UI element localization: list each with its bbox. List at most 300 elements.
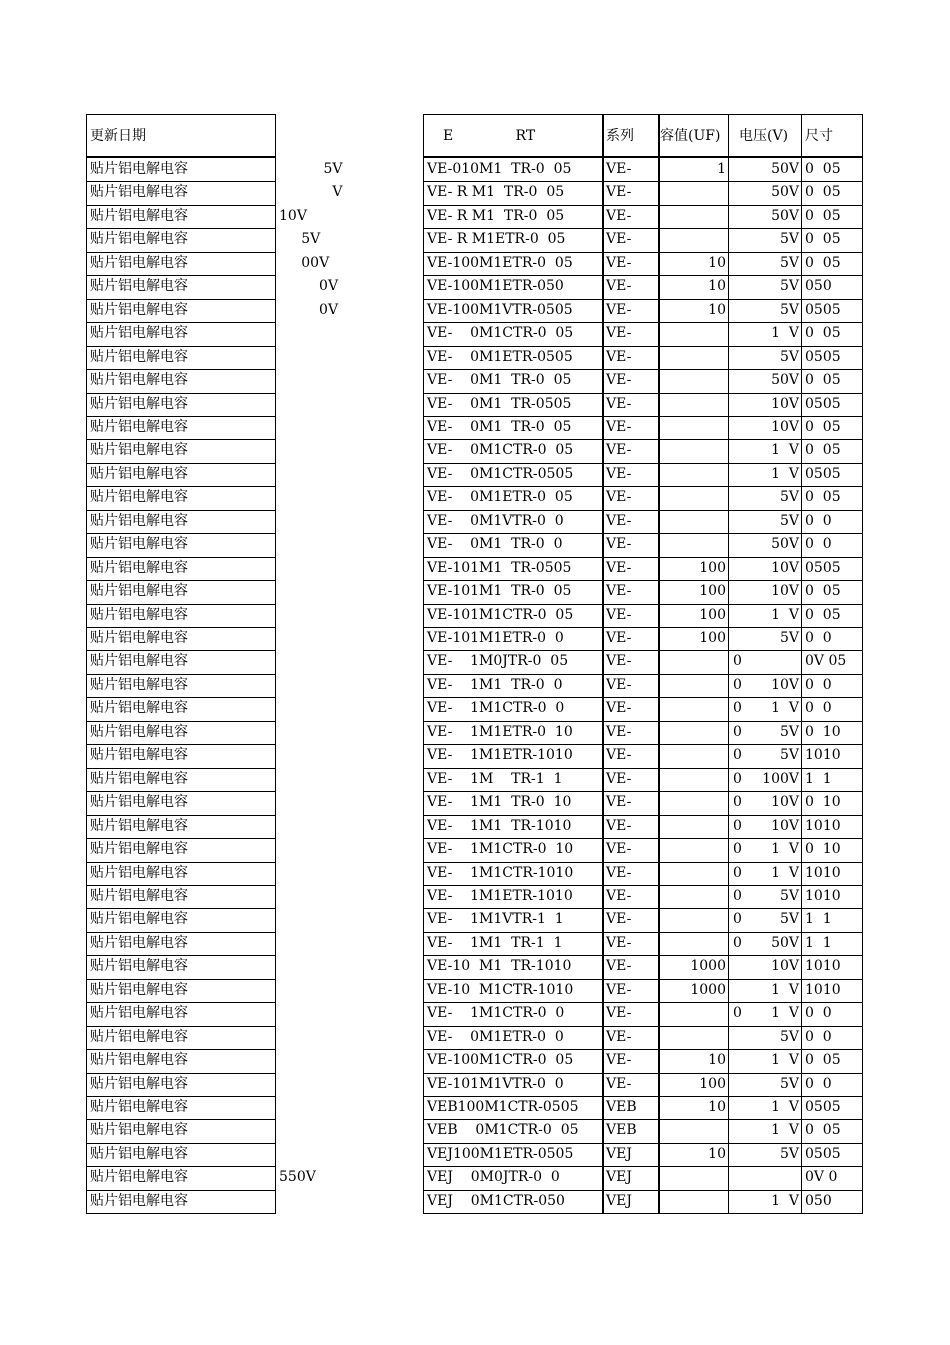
grid-line bbox=[86, 1190, 276, 1191]
note-cell bbox=[276, 580, 422, 603]
size-cell: 1 1 bbox=[805, 770, 832, 787]
name-cell: 贴片铝电解电容 bbox=[90, 653, 188, 670]
voltage-cell bbox=[729, 1166, 802, 1189]
grid-line bbox=[86, 439, 276, 440]
series-cell: VEJ bbox=[606, 1145, 632, 1162]
capacitance-cell: 10 bbox=[708, 1052, 726, 1069]
series-cell: VEJ bbox=[606, 1169, 632, 1186]
header-voltage: 电压(V) bbox=[739, 128, 789, 144]
part-number-cell: VE-10 M1CTR-1010 bbox=[427, 981, 574, 998]
part-number-cell: VE- 1M1 TR-1010 bbox=[427, 817, 572, 834]
name-cell: 贴片铝电解电容 bbox=[90, 348, 188, 365]
part-number-cell: VE- 1M1 TR-0 0 bbox=[427, 676, 563, 693]
note-cell bbox=[276, 627, 422, 650]
voltage-cell: 10V bbox=[771, 559, 799, 576]
grid-line bbox=[86, 791, 276, 792]
part-number-cell: VE- 1M1VTR-1 1 bbox=[427, 911, 564, 928]
voltage-cell: 5V bbox=[779, 512, 799, 529]
capacitance-cell bbox=[659, 346, 729, 369]
size-cell: 1010 bbox=[805, 747, 841, 764]
capacitance-cell: 10 bbox=[708, 301, 726, 318]
capacitance-cell: 0 bbox=[733, 700, 742, 717]
voltage-cell: 1 V bbox=[771, 1192, 799, 1209]
size-cell: 0 05 bbox=[805, 489, 841, 506]
name-cell: 贴片铝电解电容 bbox=[90, 606, 188, 623]
grid-line bbox=[423, 650, 863, 651]
size-cell: 0 0 bbox=[805, 536, 832, 553]
voltage-cell: 5V bbox=[779, 1145, 799, 1162]
series-cell: VE- bbox=[606, 465, 632, 482]
voltage-cell: 50V bbox=[771, 934, 799, 951]
part-number-cell: VE- 0M1 TR-0 05 bbox=[427, 372, 572, 389]
grid-line bbox=[86, 1073, 276, 1074]
grid-line bbox=[423, 299, 863, 300]
series-cell: VE- bbox=[606, 653, 632, 670]
size-cell: 0 05 bbox=[805, 1052, 841, 1069]
name-cell: 贴片铝电解电容 bbox=[90, 841, 188, 858]
capacitance-cell: 0 bbox=[733, 723, 742, 740]
name-cell: 贴片铝电解电容 bbox=[90, 418, 188, 435]
voltage-cell: 1 V bbox=[771, 1052, 799, 1069]
grid-line bbox=[86, 768, 276, 769]
name-cell: 贴片铝电解电容 bbox=[90, 1122, 188, 1139]
note-cell: 00V bbox=[279, 254, 330, 271]
grid-line bbox=[86, 627, 276, 628]
voltage-cell: 10V bbox=[771, 817, 799, 834]
capacitance-cell bbox=[659, 393, 729, 416]
note-cell bbox=[276, 674, 422, 697]
series-cell: VE- bbox=[606, 536, 632, 553]
voltage-cell: 10V bbox=[771, 794, 799, 811]
part-number-cell: VEJ100M1ETR-0505 bbox=[427, 1145, 574, 1162]
name-cell: 贴片铝电解电容 bbox=[90, 770, 188, 787]
series-cell: VE- bbox=[606, 254, 632, 271]
series-cell: VE- bbox=[606, 301, 632, 318]
name-cell: 贴片铝电解电容 bbox=[90, 372, 188, 389]
grid-line bbox=[423, 955, 863, 956]
name-cell: 贴片铝电解电容 bbox=[90, 161, 188, 177]
name-cell: 贴片铝电解电容 bbox=[90, 1052, 188, 1069]
series-cell: VE- bbox=[606, 559, 632, 576]
grid-line bbox=[86, 393, 276, 394]
note-cell: V bbox=[279, 184, 343, 201]
grid-line bbox=[423, 114, 424, 1213]
capacitance-cell: 0 bbox=[733, 841, 742, 858]
voltage-cell: 1 V bbox=[771, 841, 799, 858]
name-cell: 贴片铝电解电容 bbox=[90, 184, 188, 201]
grid-line bbox=[862, 114, 863, 1213]
note-cell bbox=[276, 1143, 422, 1166]
note-cell bbox=[276, 510, 422, 533]
size-cell: 1010 bbox=[805, 864, 841, 881]
voltage-cell: 1 V bbox=[771, 700, 799, 717]
part-number-cell: VE- 1M1 TR-0 10 bbox=[427, 794, 572, 811]
size-cell: 0505 bbox=[805, 559, 841, 576]
voltage-cell: 100V bbox=[762, 770, 799, 787]
voltage-cell: 50V bbox=[771, 184, 799, 201]
grid-line bbox=[423, 1166, 863, 1167]
grid-line bbox=[86, 674, 276, 675]
voltage-cell: 1 V bbox=[771, 325, 799, 342]
capacitance-cell: 0 bbox=[733, 676, 742, 693]
size-cell: 0 05 bbox=[805, 442, 841, 459]
note-cell bbox=[276, 486, 422, 509]
series-cell: VE- bbox=[606, 348, 632, 365]
part-number-cell: VE- 1M1CTR-1010 bbox=[427, 864, 574, 881]
grid-line bbox=[423, 1096, 863, 1097]
name-cell: 贴片铝电解电容 bbox=[90, 559, 188, 576]
grid-line bbox=[423, 1143, 863, 1144]
voltage-cell: 50V bbox=[771, 161, 799, 177]
note-cell bbox=[276, 369, 422, 392]
capacitance-cell: 10 bbox=[708, 1099, 726, 1115]
size-cell: 0 0 bbox=[805, 1005, 832, 1022]
grid-line bbox=[86, 205, 276, 206]
size-cell: 0505 bbox=[805, 1099, 841, 1115]
capacitance-cell bbox=[659, 510, 729, 533]
series-cell: VE- bbox=[606, 606, 632, 623]
grid-line bbox=[86, 369, 276, 370]
name-cell: 贴片铝电解电容 bbox=[90, 864, 188, 881]
note-cell bbox=[276, 463, 422, 486]
series-cell: VE- bbox=[606, 184, 632, 201]
voltage-cell: 10V bbox=[771, 676, 799, 693]
series-cell: VE- bbox=[606, 489, 632, 506]
capacitance-cell bbox=[659, 228, 729, 251]
size-cell: 0 05 bbox=[805, 254, 841, 271]
size-cell: 0 05 bbox=[805, 418, 841, 435]
voltage-cell: 1 V bbox=[771, 981, 799, 998]
grid-line bbox=[86, 885, 276, 886]
name-cell: 贴片铝电解电容 bbox=[90, 325, 188, 342]
voltage-cell: 5V bbox=[779, 911, 799, 928]
grid-line bbox=[423, 721, 863, 722]
note-cell bbox=[276, 1026, 422, 1049]
header-capacitance: 容值(UF) bbox=[660, 128, 721, 144]
capacitance-cell: 0 bbox=[733, 1005, 742, 1022]
size-cell: 0 05 bbox=[805, 231, 841, 248]
voltage-cell: 50V bbox=[771, 207, 799, 224]
part-number-cell: VEB 0M1CTR-0 05 bbox=[427, 1122, 579, 1139]
size-cell: 0 05 bbox=[805, 372, 841, 389]
part-number-cell: VE- 0M1 TR-0505 bbox=[427, 395, 572, 412]
name-cell: 贴片铝电解电容 bbox=[90, 958, 188, 975]
grid-line bbox=[423, 1213, 863, 1214]
grid-line bbox=[86, 533, 276, 534]
size-cell: 0 05 bbox=[805, 161, 841, 177]
capacitance-cell bbox=[659, 1119, 729, 1142]
grid-line bbox=[86, 1143, 276, 1144]
name-cell: 贴片铝电解电容 bbox=[90, 700, 188, 717]
grid-line bbox=[86, 156, 276, 158]
part-number-cell: VE- 0M1ETR-0505 bbox=[427, 348, 573, 365]
note-cell bbox=[276, 1190, 422, 1213]
capacitance-cell bbox=[659, 1166, 729, 1189]
series-cell: VEB bbox=[606, 1122, 637, 1139]
voltage-cell: 5V bbox=[779, 231, 799, 248]
part-number-cell: VE- R M1 TR-0 05 bbox=[427, 184, 565, 201]
part-number-cell: VE-101M1ETR-0 0 bbox=[427, 630, 564, 646]
grid-line bbox=[86, 580, 276, 581]
grid-line bbox=[423, 1119, 863, 1120]
grid-line bbox=[728, 114, 729, 1213]
grid-line bbox=[423, 346, 863, 347]
size-cell: 0 0 bbox=[805, 700, 832, 717]
note-cell bbox=[276, 604, 422, 627]
note-cell bbox=[276, 955, 422, 978]
size-cell: 0 10 bbox=[805, 841, 841, 858]
grid-line bbox=[86, 604, 276, 605]
grid-line bbox=[86, 838, 276, 839]
series-cell: VE- bbox=[606, 770, 632, 787]
size-cell: 1010 bbox=[805, 981, 841, 998]
grid-line bbox=[86, 486, 276, 487]
grid-line bbox=[423, 205, 863, 206]
name-cell: 贴片铝电解电容 bbox=[90, 630, 188, 646]
size-cell: 0 05 bbox=[805, 583, 841, 600]
voltage-cell: 1 V bbox=[771, 1099, 799, 1115]
capacitance-cell: 1000 bbox=[690, 981, 726, 998]
part-number-cell: VE- 1M1ETR-1010 bbox=[427, 887, 573, 904]
grid-line bbox=[86, 979, 276, 980]
series-cell: VEJ bbox=[606, 1192, 632, 1209]
grid-line bbox=[86, 346, 276, 347]
grid-line bbox=[86, 650, 276, 651]
voltage-cell: 5V bbox=[779, 348, 799, 365]
voltage-cell: 5V bbox=[779, 887, 799, 904]
capacitance-cell: 0 bbox=[733, 934, 742, 951]
note-cell bbox=[276, 885, 422, 908]
note-cell: 5V bbox=[279, 161, 343, 177]
part-number-cell: VE- 0M1CTR-0 05 bbox=[427, 325, 574, 342]
series-cell: VE- bbox=[606, 395, 632, 412]
capacitance-cell: 0 bbox=[733, 911, 742, 928]
capacitance-cell: 100 bbox=[699, 606, 726, 623]
size-cell: 050 bbox=[805, 278, 832, 295]
grid-line bbox=[86, 275, 276, 276]
note-cell bbox=[276, 1119, 422, 1142]
part-number-cell: VEB100M1CTR-0505 bbox=[427, 1099, 579, 1115]
name-cell: 贴片铝电解电容 bbox=[90, 887, 188, 904]
grid-line bbox=[86, 1049, 276, 1050]
part-number-cell: VE- 1M0JTR-0 05 bbox=[427, 653, 569, 670]
voltage-cell: 10V bbox=[771, 395, 799, 412]
size-cell: 1010 bbox=[805, 887, 841, 904]
series-cell: VE- bbox=[606, 958, 632, 975]
note-cell bbox=[276, 721, 422, 744]
grid-line bbox=[423, 627, 863, 628]
series-cell: VE- bbox=[606, 512, 632, 529]
capacitance-cell bbox=[659, 181, 729, 204]
grid-line bbox=[423, 228, 863, 229]
series-cell: VE- bbox=[606, 794, 632, 811]
name-cell: 贴片铝电解电容 bbox=[90, 512, 188, 529]
capacitance-cell: 100 bbox=[699, 1075, 726, 1092]
grid-line bbox=[423, 1190, 863, 1191]
part-number-cell: VE- R M1 TR-0 05 bbox=[427, 207, 565, 224]
grid-line bbox=[423, 156, 863, 158]
grid-line bbox=[423, 181, 863, 182]
voltage-cell: 5V bbox=[779, 723, 799, 740]
note-cell bbox=[276, 697, 422, 720]
size-cell: 0 05 bbox=[805, 606, 841, 623]
grid-line bbox=[423, 1026, 863, 1027]
series-cell: VE- bbox=[606, 325, 632, 342]
grid-line bbox=[86, 908, 276, 909]
grid-line bbox=[423, 791, 863, 792]
capacitance-cell: 0 bbox=[733, 770, 742, 787]
voltage-cell: 5V bbox=[779, 1075, 799, 1092]
grid-line bbox=[423, 838, 863, 839]
capacitance-cell bbox=[659, 369, 729, 392]
name-cell: 贴片铝电解电容 bbox=[90, 723, 188, 740]
capacitance-cell: 10 bbox=[708, 1145, 726, 1162]
note-cell bbox=[276, 744, 422, 767]
series-cell: VE- bbox=[606, 1028, 632, 1045]
name-cell: 贴片铝电解电容 bbox=[90, 1075, 188, 1092]
voltage-cell bbox=[729, 650, 802, 673]
part-number-cell: VE-101M1CTR-0 05 bbox=[427, 606, 574, 623]
part-number-cell: VE-100M1CTR-0 05 bbox=[427, 1052, 574, 1069]
grid-line bbox=[86, 322, 276, 323]
size-cell: 0 0 bbox=[805, 630, 832, 646]
grid-line bbox=[86, 862, 276, 863]
grid-line bbox=[86, 299, 276, 300]
header-size: 尺寸 bbox=[805, 128, 833, 144]
part-number-cell: VE- 1M1CTR-0 0 bbox=[427, 700, 565, 717]
grid-line bbox=[423, 580, 863, 581]
note-cell bbox=[276, 346, 422, 369]
grid-line bbox=[86, 416, 276, 417]
series-cell: VE- bbox=[606, 207, 632, 224]
part-number-cell: VE- 0M1 TR-0 0 bbox=[427, 536, 563, 553]
series-cell: VE- bbox=[606, 418, 632, 435]
grid-line bbox=[423, 932, 863, 933]
grid-line bbox=[86, 510, 276, 511]
name-cell: 贴片铝电解电容 bbox=[90, 981, 188, 998]
grid-line bbox=[423, 862, 863, 863]
note-cell bbox=[276, 650, 422, 673]
capacitance-cell bbox=[659, 1026, 729, 1049]
note-cell bbox=[276, 1096, 422, 1119]
grid-line bbox=[423, 369, 863, 370]
part-number-cell: VE- 1M1CTR-0 10 bbox=[427, 841, 574, 858]
size-cell: 0 05 bbox=[805, 207, 841, 224]
series-cell: VE- bbox=[606, 630, 632, 646]
name-cell: 贴片铝电解电容 bbox=[90, 278, 188, 295]
size-cell: 0 05 bbox=[805, 325, 841, 342]
name-cell: 贴片铝电解电容 bbox=[90, 817, 188, 834]
series-cell: VE- bbox=[606, 1075, 632, 1092]
part-number-cell: VE- 0M1 TR-0 05 bbox=[427, 418, 572, 435]
note-cell bbox=[276, 557, 422, 580]
grid-line bbox=[658, 114, 660, 1213]
grid-line bbox=[423, 557, 863, 558]
part-number-cell: VE-100M1ETR-0 05 bbox=[427, 254, 573, 271]
note-cell bbox=[276, 908, 422, 931]
voltage-cell: 10V bbox=[771, 958, 799, 975]
capacitance-cell: 1 bbox=[717, 161, 726, 177]
name-cell: 贴片铝电解电容 bbox=[90, 465, 188, 482]
grid-line bbox=[86, 181, 276, 182]
part-number-cell: VE- 1M TR-1 1 bbox=[427, 770, 563, 787]
series-cell: VE- bbox=[606, 723, 632, 740]
name-cell: 贴片铝电解电容 bbox=[90, 1028, 188, 1045]
note-cell bbox=[276, 979, 422, 1002]
capacitance-cell: 0 bbox=[733, 653, 742, 670]
voltage-cell: 1 V bbox=[771, 465, 799, 482]
capacitance-cell: 0 bbox=[733, 887, 742, 904]
grid-line bbox=[423, 533, 863, 534]
part-number-cell: VE- 0M1CTR-0 05 bbox=[427, 442, 574, 459]
capacitance-cell bbox=[659, 486, 729, 509]
size-cell: 0505 bbox=[805, 348, 841, 365]
voltage-cell: 5V bbox=[779, 278, 799, 295]
part-number-cell: VE- 1M1 TR-1 1 bbox=[427, 934, 563, 951]
grid-line bbox=[423, 416, 863, 417]
size-cell: 0505 bbox=[805, 301, 841, 318]
series-cell: VE- bbox=[606, 1052, 632, 1069]
grid-line bbox=[423, 1049, 863, 1050]
series-cell: VE- bbox=[606, 934, 632, 951]
grid-line bbox=[423, 1073, 863, 1074]
header-update-date: 更新日期 bbox=[90, 128, 146, 144]
part-number-cell: VE-100M1ETR-050 bbox=[427, 278, 564, 295]
size-cell: 0 0 bbox=[805, 1028, 832, 1045]
series-cell: VE- bbox=[606, 911, 632, 928]
grid-line bbox=[86, 1166, 276, 1167]
name-cell: 贴片铝电解电容 bbox=[90, 442, 188, 459]
series-cell: VE- bbox=[606, 583, 632, 600]
note-cell: 0V bbox=[279, 301, 339, 318]
grid-line bbox=[423, 885, 863, 886]
capacitance-cell: 0 bbox=[733, 747, 742, 764]
capacitance-cell: 0 bbox=[733, 794, 742, 811]
grid-line bbox=[86, 1026, 276, 1027]
part-number-cell: VE- 0M1CTR-0505 bbox=[427, 465, 574, 482]
size-cell: 0505 bbox=[805, 465, 841, 482]
size-cell: 0V 05 bbox=[805, 653, 847, 670]
series-cell: VE- bbox=[606, 817, 632, 834]
grid-line bbox=[423, 674, 863, 675]
series-cell: VE- bbox=[606, 161, 632, 177]
voltage-cell: 10V bbox=[771, 583, 799, 600]
series-cell: VE- bbox=[606, 231, 632, 248]
part-number-cell: VE-101M1VTR-0 0 bbox=[427, 1075, 564, 1092]
size-cell: 0 0 bbox=[805, 1075, 832, 1092]
grid-line bbox=[86, 1096, 276, 1097]
name-cell: 贴片铝电解电容 bbox=[90, 489, 188, 506]
part-number-cell: VE-101M1 TR-0 05 bbox=[427, 583, 572, 600]
grid-line bbox=[86, 114, 276, 115]
name-cell: 贴片铝电解电容 bbox=[90, 536, 188, 553]
grid-line bbox=[86, 228, 276, 229]
size-cell: 1 1 bbox=[805, 934, 832, 951]
grid-line bbox=[423, 439, 863, 440]
grid-line bbox=[423, 322, 863, 323]
size-cell: 0 10 bbox=[805, 723, 841, 740]
size-cell: 1010 bbox=[805, 958, 841, 975]
part-number-cell: VE- 1M1ETR-1010 bbox=[427, 747, 573, 764]
name-cell: 贴片铝电解电容 bbox=[90, 747, 188, 764]
name-cell: 贴片铝电解电容 bbox=[90, 911, 188, 928]
capacitance-cell bbox=[659, 416, 729, 439]
grid-line bbox=[86, 1002, 276, 1003]
capacitance-cell: 0 bbox=[733, 817, 742, 834]
series-cell: VE- bbox=[606, 887, 632, 904]
note-cell bbox=[276, 815, 422, 838]
note-cell bbox=[276, 439, 422, 462]
